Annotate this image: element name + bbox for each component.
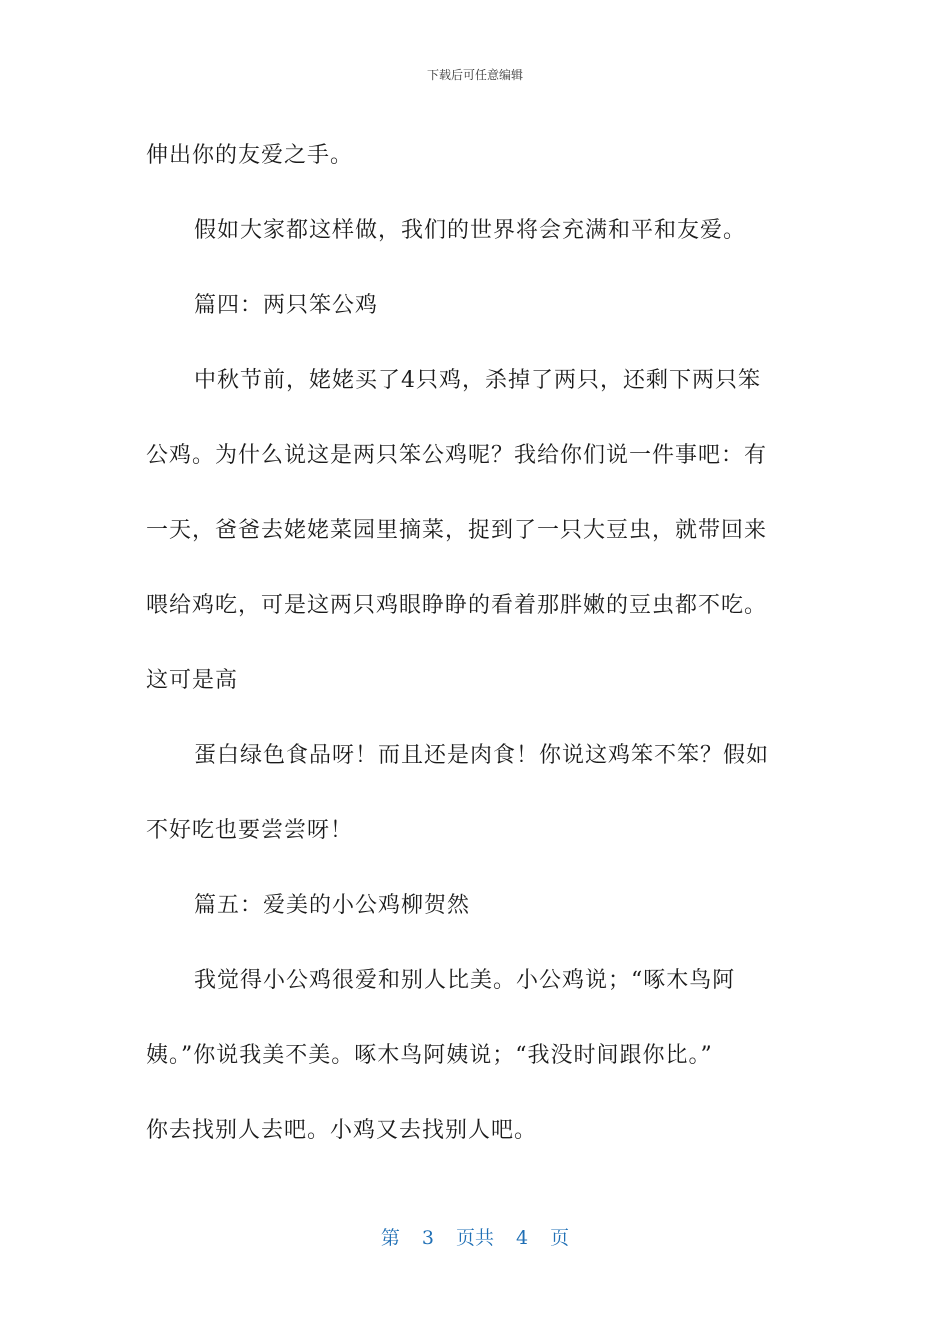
text-line: 喂给鸡吃，可是这两只鸡眼睁睁的看着那胖嫩的豆虫都不吃。 — [146, 593, 768, 618]
text-line: 我觉得小公鸡很爱和别人比美。小公鸡说；“啄木鸟阿 — [194, 968, 736, 993]
text-line: 一天，爸爸去姥姥菜园里摘菜，捉到了一只大豆虫，就带回来 — [146, 518, 768, 543]
text-line: 你去找别人去吧。小鸡又去找别人吧。 — [146, 1118, 538, 1143]
document-body — [146, 118, 796, 1168]
page-footer — [0, 1226, 950, 1250]
current-page-number: 3 — [421, 1227, 434, 1249]
text-line: 公鸡。为什么说这是两只笨公鸡呢？我给你们说一件事吧：有 — [146, 443, 768, 468]
text-line: 这可是高 — [146, 668, 239, 693]
text-line: 伸出你的友爱之手。 — [146, 143, 354, 168]
footer-suffix: 页 — [550, 1227, 570, 1249]
section-heading: 篇五：爱美的小公鸡柳贺然 — [194, 893, 471, 918]
text-line: 不好吃也要尝尝呀！ — [146, 818, 354, 843]
footer-prefix: 第 — [380, 1227, 400, 1249]
footer-middle: 页共 — [455, 1227, 494, 1249]
section-heading: 篇四：两只笨公鸡 — [194, 293, 379, 318]
text-line: 姨。”你说我美不美。啄木鸟阿姨说；“我没时间跟你比。” — [146, 1043, 713, 1068]
total-pages-number: 4 — [516, 1227, 529, 1249]
page-header — [0, 67, 950, 83]
text-line: 蛋白绿色食品呀！而且还是肉食！你说这鸡笨不笨？假如 — [194, 743, 770, 768]
text-line: 假如大家都这样做，我们的世界将会充满和平和友爱。 — [194, 218, 747, 243]
header-text: 下载后可任意编辑 — [426, 68, 523, 82]
text-line: 中秋节前，姥姥买了4只鸡，杀掉了两只，还剩下两只笨 — [194, 368, 761, 393]
